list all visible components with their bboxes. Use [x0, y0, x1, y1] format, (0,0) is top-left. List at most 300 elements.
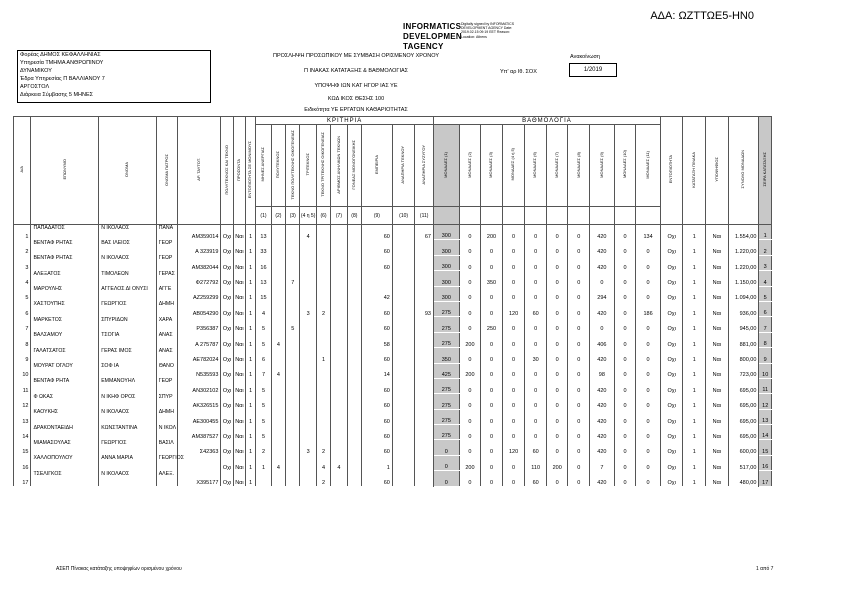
cell-sur: ΒΕΝΤΑΦ ΡΗΤΑΣ: [31, 240, 99, 255]
cell-name: ΓΕΩΡΓΙΟΣ: [99, 440, 157, 455]
cell-m9: 0: [614, 286, 636, 301]
cell-y: Ναι: [706, 409, 729, 424]
cell-y: Ναι: [706, 301, 729, 316]
cell-n: 6: [14, 301, 31, 316]
cell-m8: 420: [590, 240, 615, 255]
cell-m9: 0: [614, 378, 636, 393]
cell-pros: Ναι: [233, 348, 245, 363]
cell-m4: 0: [502, 332, 525, 347]
cell-c6: [331, 471, 347, 486]
col-id: ΑΡ. ΤΑΥΤΟΤ.: [178, 117, 221, 225]
cell-c10: [415, 271, 434, 286]
cell-m3: 0: [481, 240, 503, 255]
cell-c10: [415, 363, 434, 378]
cell-c4: [300, 240, 316, 255]
cell-y: Ναι: [706, 394, 729, 409]
cell-m9: 0: [614, 271, 636, 286]
cell-k: 1: [683, 425, 706, 440]
cell-m2: 0: [459, 440, 481, 455]
cell-n: 1: [14, 225, 31, 240]
cell-m10: 0: [636, 240, 661, 255]
score-num: [590, 207, 615, 225]
cell-m8: 420: [590, 471, 615, 486]
cell-n: 4: [14, 271, 31, 286]
cell-m2: 0: [459, 317, 481, 332]
col-poly: ΠΟΛΥΤΕΚΝΟΣ ΚΑΙ ΤΕΚΝΟ: [221, 117, 233, 225]
cell-c1: 5: [256, 317, 271, 332]
cell-m9: 0: [614, 471, 636, 486]
cell-m10: 0: [636, 255, 661, 270]
cell-c6: [331, 409, 347, 424]
cell-c10: [415, 255, 434, 270]
cell-m1: 0: [433, 440, 459, 455]
cell-r: 1: [759, 225, 772, 240]
cell-m4: 0: [502, 378, 525, 393]
score-head: ΜΟΝΑΔΕΣ (4 ή 5): [502, 125, 525, 207]
cell-id: Α 323919: [178, 240, 221, 255]
cell-c1: 13: [256, 271, 271, 286]
cell-c1: 5: [256, 378, 271, 393]
cell-c10: 67: [415, 225, 434, 240]
cell-m6: 0: [546, 348, 568, 363]
cell-c3: [286, 455, 300, 470]
cell-c6: [331, 363, 347, 378]
crit-num: (4 η 5): [300, 207, 316, 225]
cell-c3: [286, 301, 300, 316]
cell-c7: [347, 332, 361, 347]
ranking-table: [13, 116, 772, 487]
cell-c8: 60: [362, 255, 393, 270]
cell-m8: 294: [590, 286, 615, 301]
cell-name: ΑΝΝΑ ΜΑΡΙΑ: [99, 455, 157, 470]
cell-c6: [331, 225, 347, 240]
cell-c10: [415, 332, 434, 347]
cell-tot: 695,00: [728, 394, 759, 409]
approval-ref: Υπ' αρ Ιθ. ΣΟΧ: [500, 69, 537, 75]
table-row: [14, 378, 772, 393]
cell-id: ΑΚ326515: [178, 394, 221, 409]
cell-k: 1: [683, 348, 706, 363]
cell-pros: Ναι: [233, 255, 245, 270]
cell-r: 6: [759, 301, 772, 316]
cell-c10: [415, 394, 434, 409]
cell-m4: 0: [502, 348, 525, 363]
agency-line: Έδρα Υπηρεσίας Π ΒΑΛΛΙΑΝΟΥ 7: [20, 76, 105, 82]
cell-y: Ναι: [706, 363, 729, 378]
cell-pros: Ναι: [233, 471, 245, 486]
cell-m1: 300: [433, 225, 459, 240]
cell-tot: 936,00: [728, 301, 759, 316]
cell-c9: [392, 286, 415, 301]
cell-m10: 134: [636, 225, 661, 240]
cell-pros: Ναι: [233, 286, 245, 301]
page-number: 1 από 7: [756, 566, 774, 572]
cell-c5: [316, 240, 330, 255]
cell-n: 9: [14, 348, 31, 363]
announcement-label: Ανακοίνωση: [570, 54, 600, 60]
cell-c2: 4: [271, 332, 285, 347]
score-num: [502, 207, 525, 225]
cell-m1: 275: [433, 317, 459, 332]
cell-c8: 14: [362, 363, 393, 378]
col-tail-4: ΣΕΙΡΑ ΚΑΤΑΤΑΞΗΣ: [759, 117, 772, 225]
cell-c10: [415, 425, 434, 440]
cell-c7: [347, 240, 361, 255]
cell-sur: ΔΡΑΚΟΝΤΑΕΙΔΗ: [31, 425, 99, 440]
cell-poly: Οχι: [221, 271, 233, 286]
cell-c2: [271, 317, 285, 332]
cell-c5: 2: [316, 301, 330, 316]
cell-m4: 0: [502, 225, 525, 240]
cell-c1: 6: [256, 348, 271, 363]
digital-signature: Digitally signed by INFORMATICS DEVELOPMENT AGENCY Date: 2019.02.15 09:19 EET Reason: Location: Athens: [461, 22, 515, 39]
cell-c9: [392, 301, 415, 316]
cell-c2: [271, 409, 285, 424]
cell-k: 1: [683, 301, 706, 316]
cell-m9: 0: [614, 255, 636, 270]
cell-tot: 945,00: [728, 317, 759, 332]
cell-pros: Ναι: [233, 409, 245, 424]
cell-tot: 695,00: [728, 378, 759, 393]
cell-m10: 0: [636, 348, 661, 363]
criteria-title: ΚΡΙΤΗΡΙΑ: [256, 117, 434, 125]
cell-father: ΑΝΑΣ: [156, 332, 178, 347]
cell-poly: Οχι: [221, 363, 233, 378]
cell-m1: 300: [433, 255, 459, 270]
cell-y: Ναι: [706, 286, 729, 301]
crit-head: ΠΟΛΥΤΕΚΝΟΣ: [271, 125, 285, 207]
cell-n: 10: [14, 363, 31, 378]
cell-m6: 0: [546, 286, 568, 301]
cell-poly: Οχι: [221, 425, 233, 440]
cell-m4: 0: [502, 409, 525, 424]
cell-k: 1: [683, 455, 706, 470]
cell-sur: ΒΕΝΤΑΦ ΡΗΤΑΣ: [31, 255, 99, 270]
cell-m2: 0: [459, 301, 481, 316]
cell-m1: 275: [433, 425, 459, 440]
table-row: [14, 409, 772, 424]
table-row: [14, 363, 772, 378]
candidate-category: ΥΠΟΨΗΦ ΙΩΝ ΚΑΤ ΗΓΟΡ ΙΑΣ ΥΕ: [314, 83, 398, 89]
cell-pros: Ναι: [233, 332, 245, 347]
cell-m7: 0: [568, 301, 590, 316]
cell-m8: 420: [590, 348, 615, 363]
cell-c5: [316, 271, 330, 286]
table-row: [14, 348, 772, 363]
cell-poly: Οχι: [221, 255, 233, 270]
cell-name: ΓΕΩΡΓΙΟΣ: [99, 301, 157, 316]
col-father: ΟΝΟΜΑ ΠΑΤΡΟΣ: [156, 117, 178, 225]
cell-sur: ΤΣΕΛΙΓΚΟΣ: [31, 471, 99, 486]
cell-pros: Ναι: [233, 394, 245, 409]
cell-c8: 60: [362, 378, 393, 393]
cell-m4: 0: [502, 425, 525, 440]
cell-father: ΓΕΩΡΓΙΟΣ: [156, 455, 178, 470]
cell-sur: ΜΑΡΟΥΛΗΣ: [31, 286, 99, 301]
cell-n: 8: [14, 332, 31, 347]
cell-pros: Ναι: [233, 317, 245, 332]
cell-y: Ναι: [706, 378, 729, 393]
cell-m7: 0: [568, 317, 590, 332]
cell-c2: [271, 440, 285, 455]
cell-m9: 0: [614, 455, 636, 470]
cell-pros: Ναι: [233, 225, 245, 240]
cell-poly: Οχι: [221, 240, 233, 255]
cell-c10: [415, 471, 434, 486]
col-pros: ΠΡΟΣΟΝΤΑ: [233, 117, 245, 225]
cell-m8: 420: [590, 301, 615, 316]
cell-m4: 0: [502, 363, 525, 378]
cell-r: 16: [759, 455, 772, 470]
cell-m4: 0: [502, 286, 525, 301]
cell-y: Ναι: [706, 440, 729, 455]
cell-m3: 0: [481, 425, 503, 440]
cell-poly: Οχι: [221, 409, 233, 424]
cell-m5: 0: [525, 363, 547, 378]
agency-line: Διάρκεια Σύμβασης 5 ΜΗΝΕΣ: [20, 92, 94, 98]
cell-pros: Ναι: [233, 455, 245, 470]
cell-c5: [316, 409, 330, 424]
cell-c9: [392, 317, 415, 332]
score-num: [481, 207, 503, 225]
cell-c5: [316, 363, 330, 378]
cell-c7: [347, 255, 361, 270]
cell-m4: 0: [502, 271, 525, 286]
cell-father: ΣΠΥΡ: [156, 394, 178, 409]
cell-ent: 1: [246, 425, 256, 440]
cell-ent: 1: [246, 301, 256, 316]
crit-num: (2): [271, 207, 285, 225]
cell-ent: 1: [246, 317, 256, 332]
cell-father: Ν ΙΚΟΛ: [156, 425, 178, 440]
cell-m6: 0: [546, 394, 568, 409]
agency-line: ΑΡΓΟΣΤΟΛ: [20, 84, 50, 90]
cell-c3: [286, 348, 300, 363]
cell-m7: 0: [568, 409, 590, 424]
cell-poly: Οχι: [221, 301, 233, 316]
cell-m5: 0: [525, 240, 547, 255]
cell-m5: 0: [525, 409, 547, 424]
cell-ent: 1: [246, 471, 256, 486]
cell-m11: Οχι: [660, 455, 683, 470]
table-row: [14, 455, 772, 470]
cell-c10: [415, 286, 434, 301]
cell-r: 2: [759, 240, 772, 255]
cell-m10: 0: [636, 317, 661, 332]
cell-m11: Οχι: [660, 440, 683, 455]
cell-y: Ναι: [706, 455, 729, 470]
cell-c7: [347, 271, 361, 286]
cell-father: ΒΑΣΙΛ: [156, 440, 178, 455]
crit-num: (7): [331, 207, 347, 225]
cell-c4: [300, 348, 316, 363]
cell-m6: 0: [546, 440, 568, 455]
cell-c1: 33: [256, 240, 271, 255]
cell-tot: 600,00: [728, 440, 759, 455]
cell-c6: [331, 332, 347, 347]
cell-m9: 0: [614, 301, 636, 316]
cell-c3: 7: [286, 271, 300, 286]
cell-c3: [286, 240, 300, 255]
cell-c7: [347, 348, 361, 363]
cell-m11: Οχι: [660, 332, 683, 347]
cell-c2: [271, 348, 285, 363]
cell-m1: 275: [433, 409, 459, 424]
cell-r: 10: [759, 363, 772, 378]
score-head: ΜΟΝΑΔΕΣ (10): [614, 125, 636, 207]
cell-ent: 1: [246, 363, 256, 378]
cell-n: 3: [14, 255, 31, 270]
cell-c3: [286, 440, 300, 455]
cell-m7: 0: [568, 425, 590, 440]
cell-tot: 695,00: [728, 425, 759, 440]
col-ent: ΕΝΤΟΠΙΟΤΗΤΑ ΣΕ ΜΟΝΙΜΟΥΣ: [246, 117, 256, 225]
cell-m2: 0: [459, 378, 481, 393]
cell-c4: [300, 332, 316, 347]
cell-m10: 0: [636, 440, 661, 455]
cell-c8: 42: [362, 286, 393, 301]
cell-c4: [300, 425, 316, 440]
cell-c9: [392, 225, 415, 240]
cell-c2: [271, 301, 285, 316]
cell-id: [178, 455, 221, 470]
score-num: [636, 207, 661, 225]
cell-m7: 0: [568, 394, 590, 409]
cell-c4: [300, 317, 316, 332]
cell-m7: 0: [568, 271, 590, 286]
cell-father: ΧΑΡΑ: [156, 317, 178, 332]
cell-r: 12: [759, 394, 772, 409]
cell-c1: [256, 471, 271, 486]
cell-c2: [271, 255, 285, 270]
cell-ent: 1: [246, 440, 256, 455]
cell-m11: Οχι: [660, 286, 683, 301]
cell-m4: 0: [502, 455, 525, 470]
cell-m5: 0: [525, 425, 547, 440]
cell-m1: 350: [433, 348, 459, 363]
cell-father: ΘΑΝΟ: [156, 363, 178, 378]
table-row: [14, 440, 772, 455]
cell-id: Φ272792: [178, 271, 221, 286]
cell-m1: 275: [433, 301, 459, 316]
cell-sur: ΑΛΕΞΑΤΟΣ: [31, 271, 99, 286]
cell-m9: 0: [614, 332, 636, 347]
cell-c7: [347, 317, 361, 332]
cell-m9: 0: [614, 425, 636, 440]
cell-c4: [300, 271, 316, 286]
cell-c10: [415, 455, 434, 470]
table-row: [14, 240, 772, 255]
cell-c8: 60: [362, 425, 393, 440]
cell-c3: [286, 425, 300, 440]
cell-k: 1: [683, 271, 706, 286]
agency-line: ΔΥΝΑΜΙΚΟΥ: [20, 68, 52, 74]
cell-id: Ρ356387: [178, 317, 221, 332]
cell-c6: [331, 301, 347, 316]
crit-num: (9): [362, 207, 393, 225]
cell-m10: 186: [636, 301, 661, 316]
cell-m7: 0: [568, 240, 590, 255]
cell-ent: 1: [246, 271, 256, 286]
cell-m3: 0: [481, 255, 503, 270]
cell-m7: 0: [568, 363, 590, 378]
cell-c9: [392, 363, 415, 378]
cell-n: 13: [14, 409, 31, 424]
score-title: ΒΑΘΜΟΛΟΓΙΑ: [433, 117, 660, 125]
cell-sur: ΠΑΠΑΔΑΤΟΣ: [31, 225, 99, 240]
cell-c6: [331, 255, 347, 270]
cell-m6: 0: [546, 363, 568, 378]
cell-m3: 0: [481, 471, 503, 486]
cell-tot: 800,00: [728, 348, 759, 363]
cell-r: 17: [759, 471, 772, 486]
cell-k: 1: [683, 332, 706, 347]
cell-name: ΣΟΦ ΙΑ: [99, 363, 157, 378]
cell-c9: [392, 378, 415, 393]
col-aa: Α/Α: [14, 117, 31, 225]
cell-ent: 1: [246, 455, 256, 470]
cell-poly: Οχι: [221, 471, 233, 486]
cell-id: ΑΕ782024: [178, 348, 221, 363]
cell-m1: 300: [433, 286, 459, 301]
cell-c3: [286, 394, 300, 409]
cell-c5: [316, 378, 330, 393]
cell-c4: [300, 471, 316, 486]
cell-name: Ν ΙΚΟΛΑΟΣ: [99, 225, 157, 240]
cell-c9: [392, 440, 415, 455]
cell-c6: [331, 394, 347, 409]
cell-m10: 0: [636, 286, 661, 301]
cell-poly: Οχι: [221, 394, 233, 409]
cell-c9: [392, 409, 415, 424]
cell-m9: 0: [614, 240, 636, 255]
cell-m2: 0: [459, 425, 481, 440]
cell-m1: 425: [433, 363, 459, 378]
cell-r: 4: [759, 271, 772, 286]
cell-c9: [392, 255, 415, 270]
cell-tot: 881,00: [728, 332, 759, 347]
cell-c2: 4: [271, 363, 285, 378]
cell-y: Ναι: [706, 255, 729, 270]
score-head: ΜΟΝΑΔΕΣ (9): [590, 125, 615, 207]
cell-c7: [347, 425, 361, 440]
cell-c4: 4: [300, 225, 316, 240]
cell-k: 1: [683, 225, 706, 240]
cell-c9: [392, 271, 415, 286]
cell-c2: 4: [271, 455, 285, 470]
cell-m5: 0: [525, 394, 547, 409]
cell-m8: 420: [590, 225, 615, 240]
cell-m1: 275: [433, 378, 459, 393]
cell-k: 1: [683, 378, 706, 393]
cell-m5: 0: [525, 225, 547, 240]
cell-m9: 0: [614, 317, 636, 332]
table-row: [14, 317, 772, 332]
cell-c8: 60: [362, 394, 393, 409]
crit-head: ΑΝΑΠΗΡΙΑ ΣΥΖΥΓΟΥ: [415, 125, 434, 207]
cell-m11: Οχι: [660, 363, 683, 378]
cell-c6: [331, 240, 347, 255]
cell-m8: 420: [590, 409, 615, 424]
cell-n: 14: [14, 425, 31, 440]
cell-m11: Οχι: [660, 240, 683, 255]
cell-m6: 0: [546, 225, 568, 240]
cell-name: Ν ΙΚΟΛΑΟΣ: [99, 409, 157, 424]
cell-m8: 420: [590, 425, 615, 440]
cell-c8: 60: [362, 471, 393, 486]
cell-m8: 420: [590, 440, 615, 455]
cell-c2: [271, 240, 285, 255]
